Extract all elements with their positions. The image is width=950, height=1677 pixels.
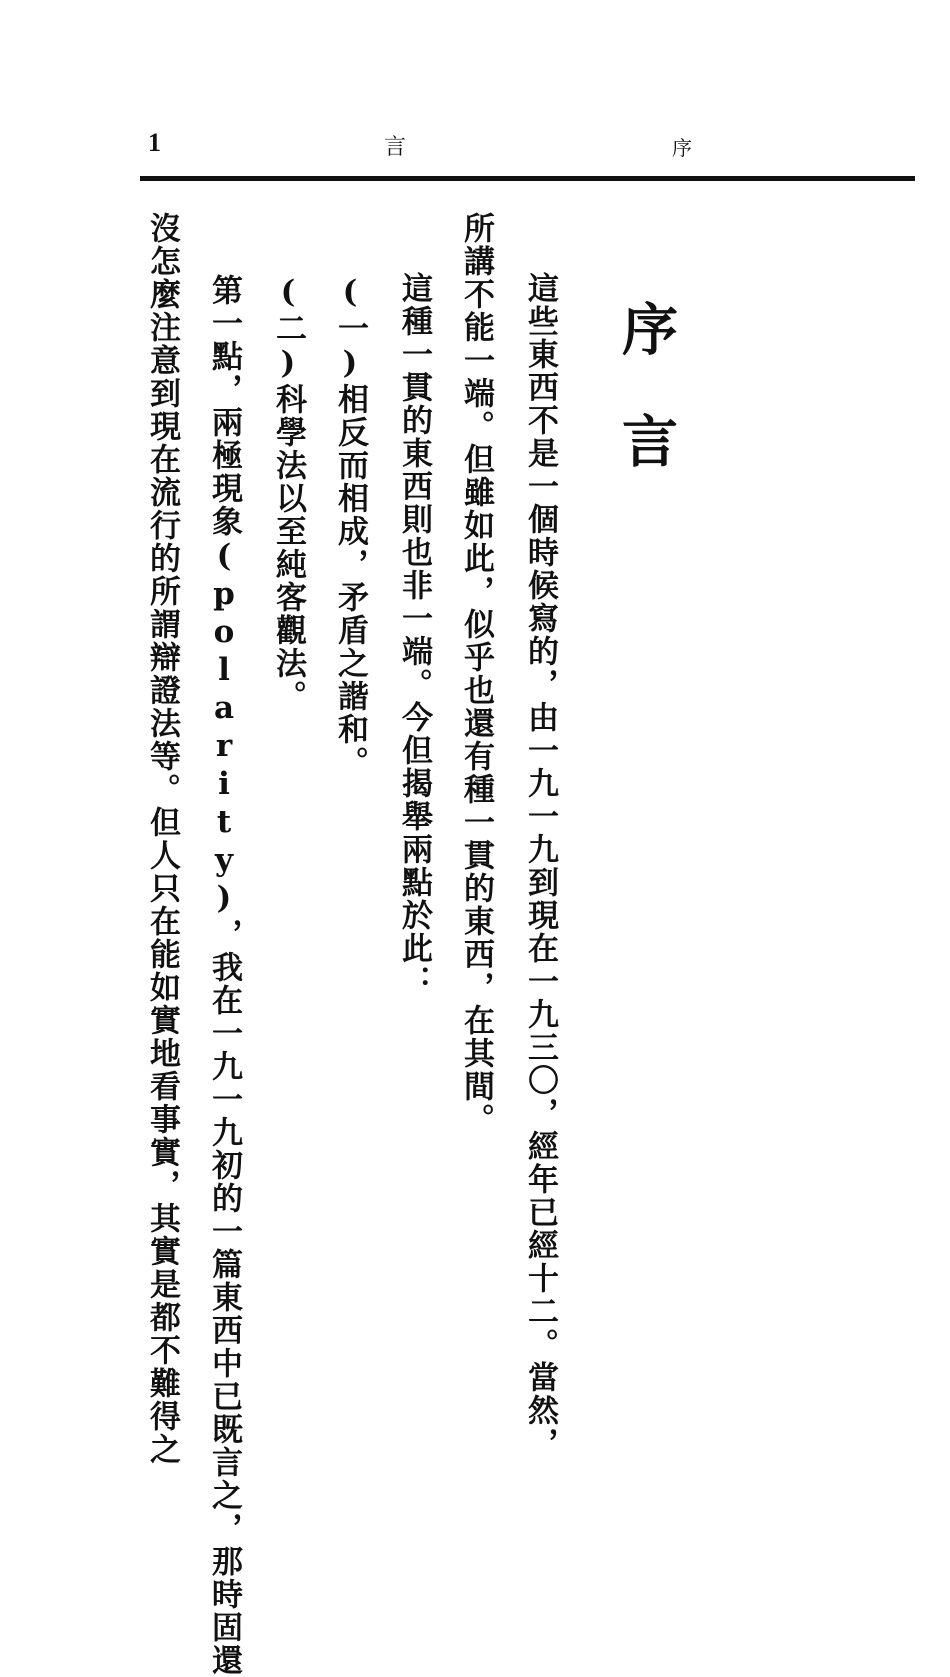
text-column-4: (一)相反而相成，矛盾之諧和。 [332,274,368,779]
header-rule [140,176,915,181]
text-column-7: 沒怎麼注意到現在流行的所謂辯證法等。但人只在能如實地看事實，其實是都不難得之 [144,212,180,1466]
text-column-2: 所講不能一端。但雖如此，似乎也還有種一貫的東西，在其間。 [458,212,494,1136]
text-column-6: 第一點，兩極現象(polarity)，我在一九一九初的一篇東西中已既言之，那時固還 [206,274,242,1677]
text-column-1: 這些東西不是一個時候寫的，由一九一九到現在一九三〇，經年已經十二。當然， [522,272,558,1460]
text-column-5: (二)科學法以至純客觀法。 [270,274,306,713]
running-header-right: 序 [672,136,692,160]
page-number: 1 [148,128,161,157]
text-column-3: 這種一貫的東西則也非一端。今但揭舉兩點於此： [396,272,432,998]
running-header-center: 言 [384,135,407,160]
chapter-title: 序言 [613,300,678,524]
